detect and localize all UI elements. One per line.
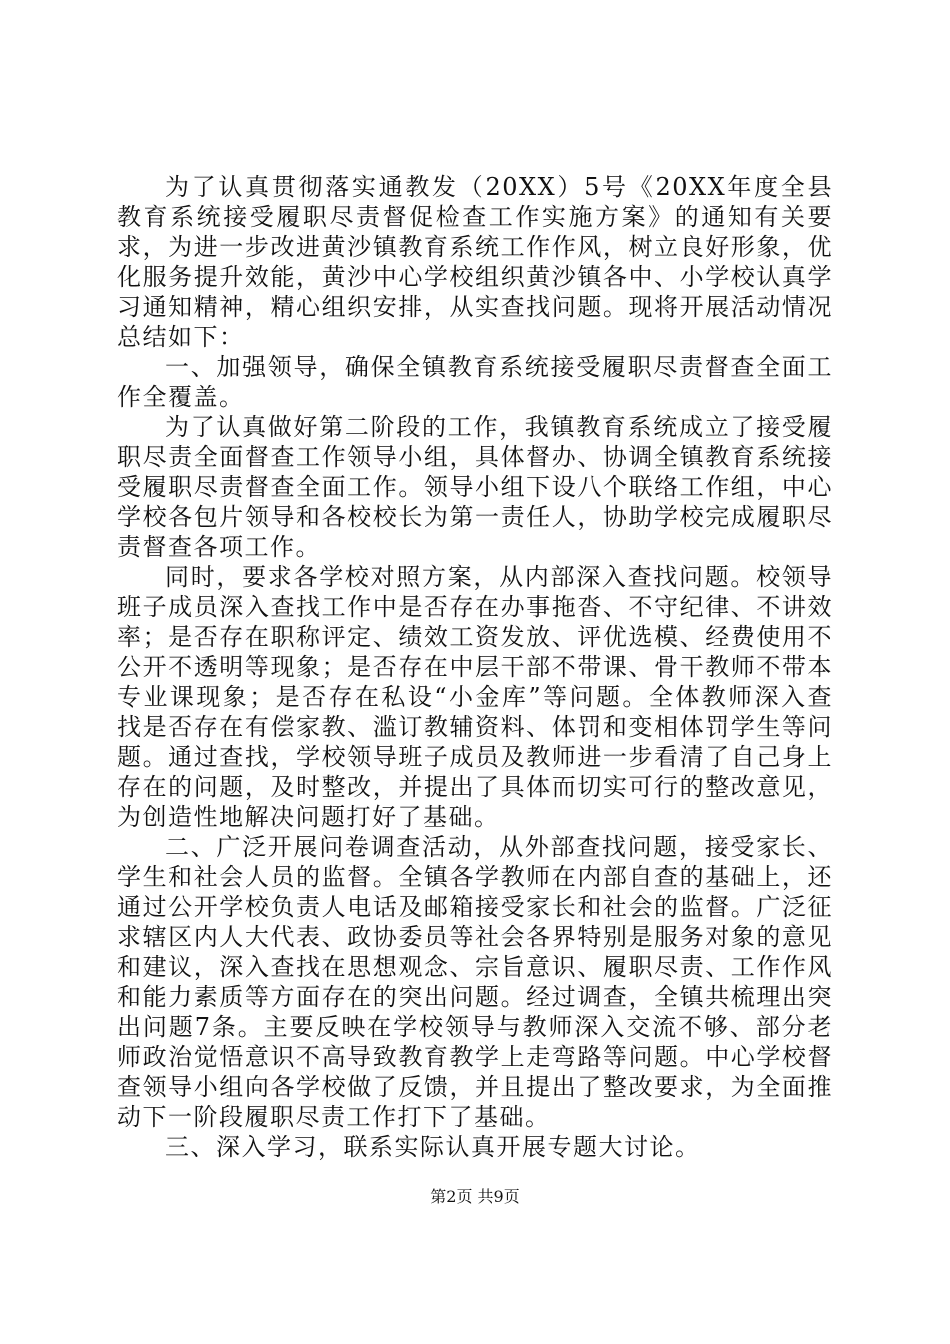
- heading-section-three: 三、深入学习，联系实际认真开展专题大讨论。: [165, 1133, 701, 1161]
- paragraph-intro: 为了认真贯彻落实通教发（20XX）5号《20XX年度全县教育系统接受履职尽责督促检查工作实施方案》的通知有关要求，为进一步改进黄沙镇教育系统工作作风，树立良好形象，优化服务提升效能，黄沙中心学校组织黄沙镇各中、小学校认真学习通知精神，精心组织安排，从实查找问题。现将开展活动情况总结如下：: [117, 173, 833, 351]
- paragraph-leadership-group: 为了认真做好第二阶段的工作，我镇教育系统成立了接受履职尽责全面督查工作领导小组，具体督办、协调全镇教育系统接受履职尽责督查全面工作。领导小组下设八个联络工作组，中心学校各包片领导和各校校长为第一责任人，协助学校完成履职尽责督查各项工作。: [117, 413, 833, 561]
- page-number: 第2页 共9页: [430, 1187, 520, 1206]
- document-body: [117, 172, 833, 1162]
- page-footer: [0, 1187, 950, 1207]
- heading-section-one: 一、加强领导，确保全镇教育系统接受履职尽责督查全面工作全覆盖。: [117, 353, 833, 411]
- paragraph-internal-review: 同时，要求各学校对照方案，从内部深入查找问题。校领导班子成员深入查找工作中是否存在办事拖沓、不守纪律、不讲效率；是否存在职称评定、绩效工资发放、评优选模、经费使用不公开不透明等现象；是否存在中层干部不带课、骨干教师不带本专业课现象；是否存在私设“小金库”等问题。全体教师深入查找是否存在有偿家教、滥订教辅资料、体罚和变相体罚学生等问题。通过查找，学校领导班子成员及教师进一步看清了自己身上存在的问题，及时整改，并提出了具体而切实可行的整改意见，为创造性地解决问题打好了基础。: [117, 563, 833, 831]
- paragraph-section-two-survey: 二、广泛开展问卷调查活动，从外部查找问题，接受家长、学生和社会人员的监督。全镇各学教师在内部自查的基础上，还通过公开学校负责人电话及邮箱接受家长和社会的监督。广泛征求辖区内人大代表、政协委员等社会各界特别是服务对象的意见和建议，深入查找在思想观念、宗旨意识、履职尽责、工作作风和能力素质等方面存在的突出问题。经过调查，全镇共梳理出突出问题7条。主要反映在学校领导与教师深入交流不够、部分老师政治觉悟意识不高导致教育教学上走弯路等问题。中心学校督查领导小组向各学校做了反馈，并且提出了整改要求，为全面推动下一阶段履职尽责工作打下了基础。: [117, 833, 833, 1131]
